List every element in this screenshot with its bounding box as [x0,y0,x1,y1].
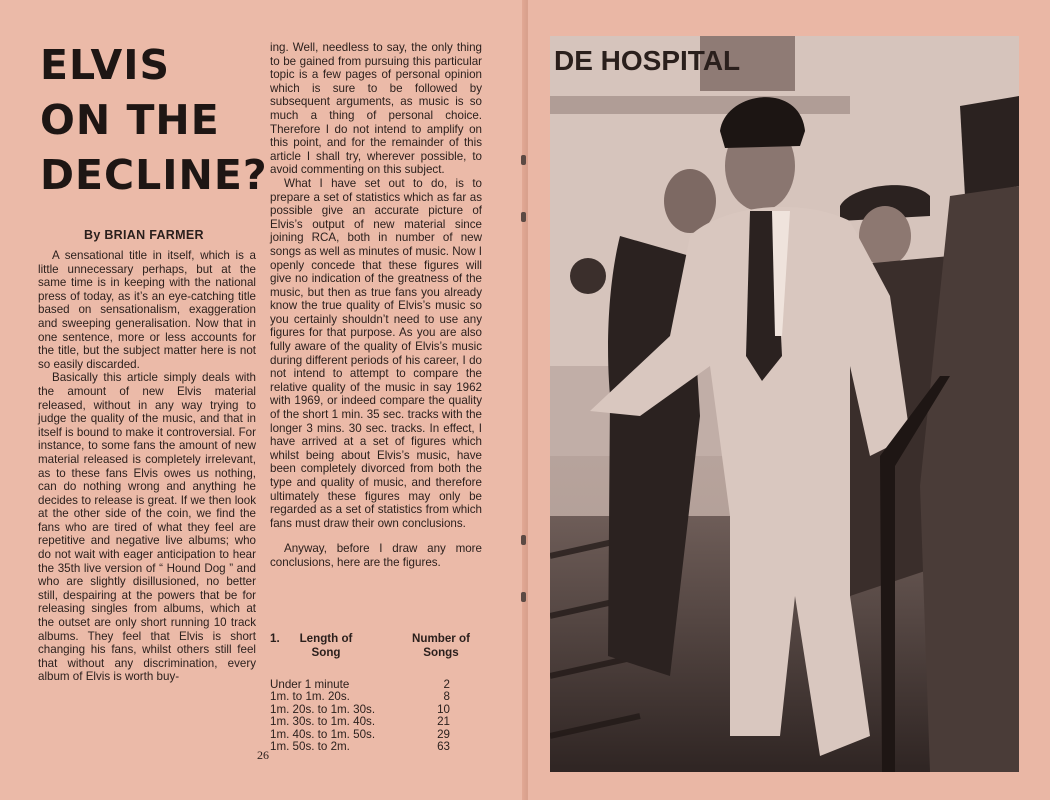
row-value: 29 [437,727,450,741]
text-column-2 [270,41,482,570]
headline-line-2: ON THE [40,96,220,144]
article-headline [40,38,270,203]
row-label: 1m. 40s. to 1m. 50s. [270,727,376,741]
row-value: 21 [437,715,450,729]
row-label: 1m. to 1m. 20s. [270,690,350,704]
statistics-table [270,632,482,752]
header-length-of-song: Length of Song [299,632,353,659]
table-row [270,740,482,752]
paragraph-2-part-2: ing. Well, needless to say, the only thing to be gained from pursuing this particular topic is a few pages of personal opinion which is sure to be followed by subsequent arguments, as music is so much a thing of personal choice. Therefore I do not intend to amplify on this point, and for the remainder of this article I shall try, wherever possible, to avoid commenting on this subject. [270,41,482,177]
row-value: 63 [437,739,450,753]
headline-line-3: DECLINE? [40,151,268,199]
header-number-of-songs: Number of Songs [412,632,470,659]
table-row [270,715,482,727]
paragraph-3: What I have set out to do, is to prepare a set of statistics which as far as possible give an accurate picture of Elvis’s output of new material since joining RCA, both in number of new songs as well as minutes of music. Now I openly concede that these figures will give no indication of the greatness of the music, but then as true fans you already know the true quality of Elvis’s music so you certainly shouldn’t need to use any figures for that purpose. As you are also fully aware of the quality of Elvis’s music during different periods of his career, I do not intend to attempt to compare the relative quality of the music in say 1962 with 1969, or indeed compare the quality of the short 1 min. 35 sec. tracks with the longer 3 mins. 30 sec. tracks. In effect, I have arrived at a set of figures which whilst being about Elvis’s music, have been completely divorced from both the type and quality of music, and therefore ultimately these figures may only be regarded as a set of statistics from which fans must draw their own conclusions. [270,176,482,530]
elvis-photograph [550,36,1019,772]
row-label: 1m. 50s. to 2m. [270,739,350,753]
table-row [270,678,482,690]
paragraph-4: Anyway, before I draw any more conclusions, here are the figures. [270,542,482,569]
row-value: 2 [443,678,450,691]
table-row [270,690,482,702]
staple-mark [521,212,526,222]
page-number: 26 [257,748,269,762]
photo-illustration [550,36,1019,772]
staple-mark [521,592,526,602]
byline: By BRIAN FARMER [84,228,204,242]
staple-mark [521,155,526,165]
paragraph-1: A sensational title in itself, which is a little unnecessary perhaps, but at the same time is in keeping with the national press of today, as it’s an eye-catching title based on sensationalism, exaggeration and sweeping generalisation. Now that in one sentence, more or less accounts for the title, but the subject matter here is not so easily discarded. [38,249,256,371]
table-number: 1. [270,632,280,645]
table-row [270,703,482,715]
text-column-1 [38,249,256,684]
hospital-sign-text: DE HOSPITAL [554,45,741,76]
row-label: Under 1 minute [270,678,350,691]
row-label: 1m. 30s. to 1m. 40s. [270,715,376,729]
staple-mark [521,535,526,545]
row-label: 1m. 20s. to 1m. 30s. [270,702,376,716]
table-header [270,632,482,678]
paragraph-2-part-1: Basically this article simply deals with the amount of new Elvis material released, without in any way trying to judge the quality of the music, and that in itself is bound to make it controversial. For instance, to some fans the amount of new material released is completely irrelevant, as to these fans Elvis owes us nothing, can do nothing wrong and anything he decides to release is great. If we then look at the other side of the coin, we find the fans who are tired of what they feel are repetitive and negative live albums; who do not wait with eager anticipation to hear the 35th live version of “ Hound Dog ” and who are slightly disillusioned, no better still, despairing at the powers that be for releasing singles from albums, which at the outset are only short running 10 track albums. They feel that Elvis is short changing his fans, whilst others still feel that without any discrimination, every album of Elvis is worth buy- [38,371,256,684]
row-value: 10 [437,702,450,716]
row-value: 8 [443,690,450,704]
headline-line-1: ELVIS [40,41,171,89]
table-row [270,728,482,740]
